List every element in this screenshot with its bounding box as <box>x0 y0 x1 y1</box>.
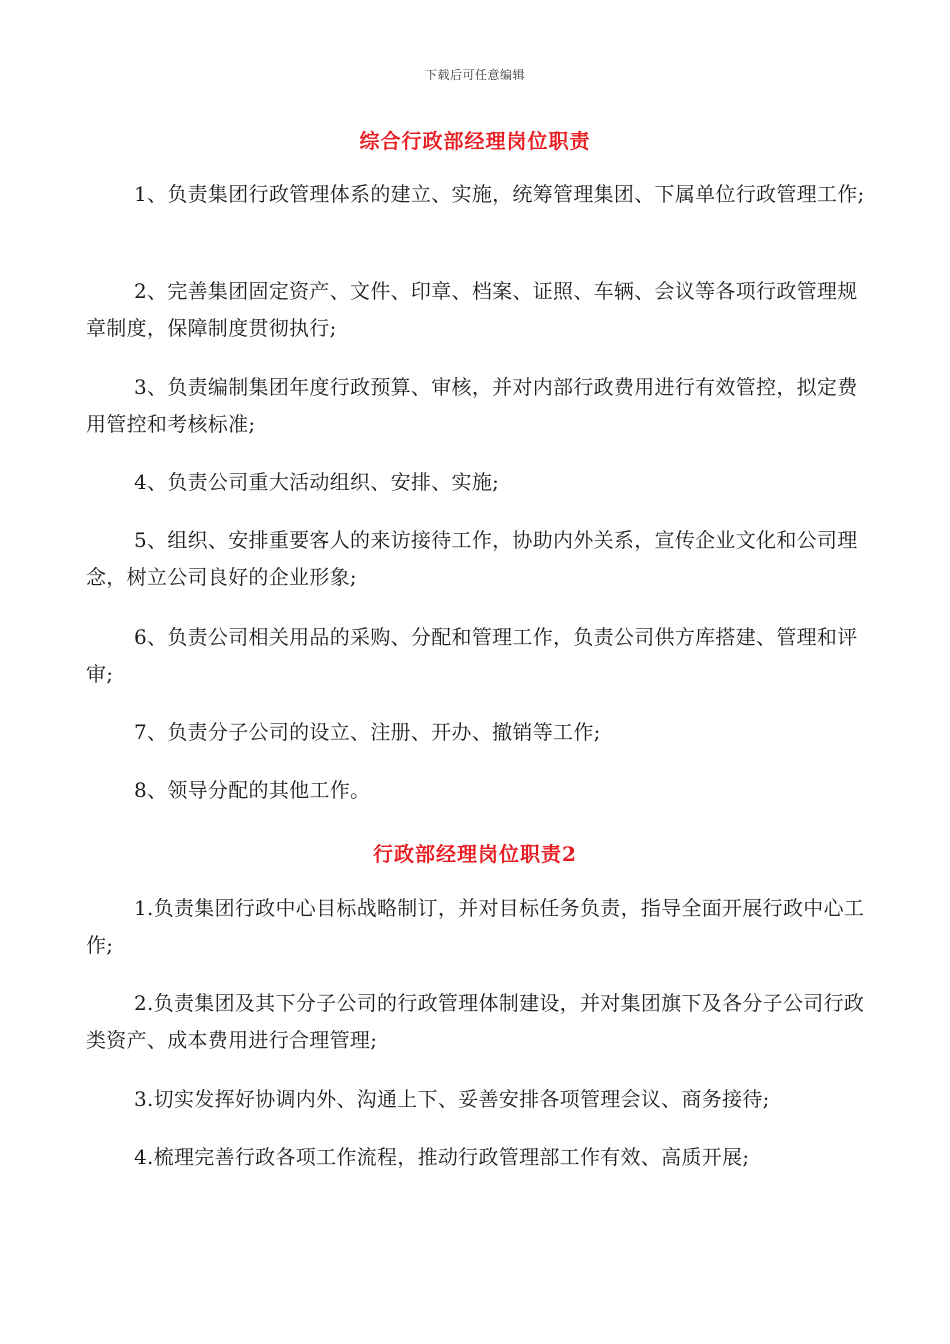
duty-item: 8、领导分配的其他工作。 <box>134 778 371 802</box>
duty-item: 2、完善集团固定资产、文件、印章、档案、证照、车辆、会议等各项行政管理规章制度，保障制度贯彻执行; <box>86 279 858 340</box>
duty-item: 1、负责集团行政管理体系的建立、实施，统筹管理集团、下属单位行政管理工作; <box>134 182 865 206</box>
duty-item: 3.切实发挥好协调内外、沟通上下、妥善安排各项管理会议、商务接待; <box>134 1087 770 1111</box>
duty-item: 5、组织、安排重要客人的来访接待工作，协助内外关系，宣传企业文化和公司理念，树立公司良好的企业形象; <box>86 528 858 589</box>
duty-item: 6、负责公司相关用品的采购、分配和管理工作，负责公司供方库搭建、管理和评审; <box>86 625 858 686</box>
duty-item: 7、负责分子公司的设立、注册、开办、撤销等工作; <box>134 720 601 744</box>
header-note: 下载后可任意编辑 <box>424 68 525 82</box>
section-title-1: 综合行政部经理岗位职责 <box>359 129 591 153</box>
duty-item: 4.梳理完善行政各项工作流程，推动行政管理部工作有效、高质开展; <box>134 1145 750 1169</box>
duty-item: 4、负责公司重大活动组织、安排、实施; <box>134 470 500 494</box>
duty-item: 2.负责集团及其下分子公司的行政管理体制建设，并对集团旗下及各分子公司行政类资产、成本费用进行合理管理; <box>86 991 865 1052</box>
duty-item: 3、负责编制集团年度行政预算、审核，并对内部行政费用进行有效管控，拟定费用管控和考核标准; <box>86 375 858 436</box>
duty-item: 1.负责集团行政中心目标战略制订，并对目标任务负责，指导全面开展行政中心工作; <box>86 896 865 957</box>
section-title-2: 行政部经理岗位职责2 <box>373 842 577 866</box>
